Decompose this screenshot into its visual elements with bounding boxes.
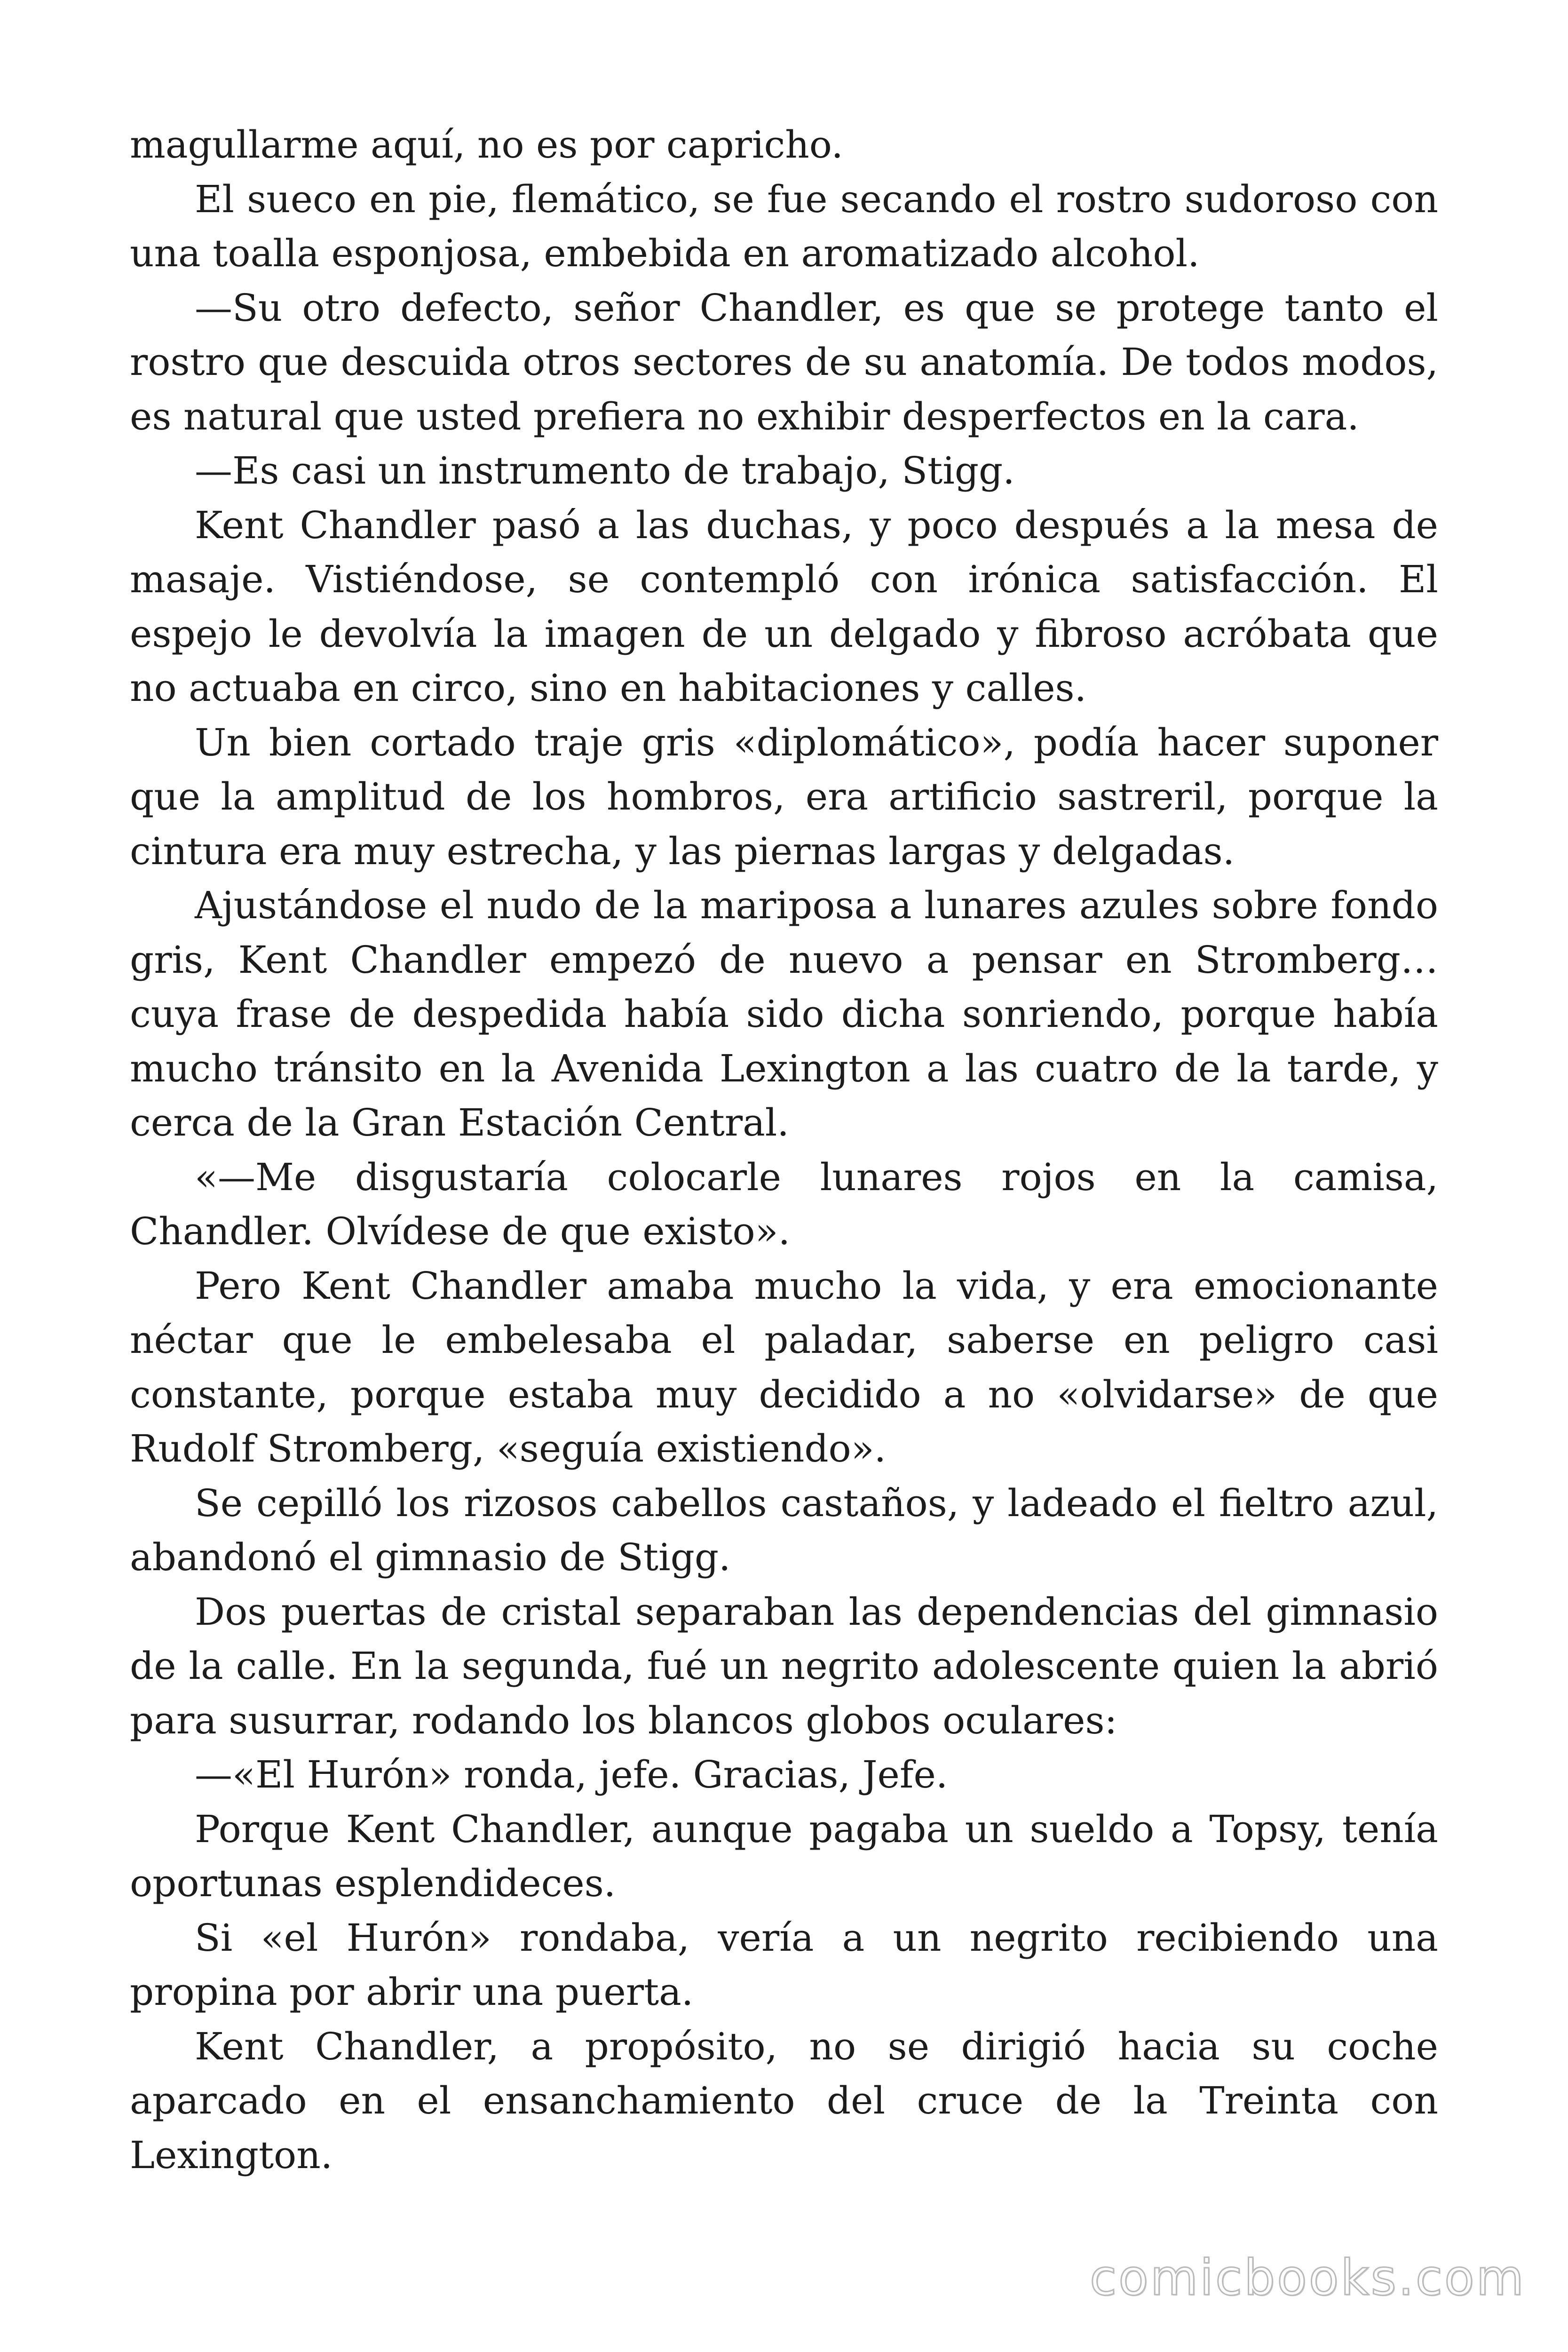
paragraph: magullarme aquí, no es por capricho. — [130, 123, 843, 167]
paragraph: Si «el Hurón» rondaba, vería a un negrito recibiendo una propina por abrir una puerta. — [130, 1915, 1438, 2014]
paragraph: «—Me disgustaría colocarle lunares rojos en la camisa, Chandler. Olvídese de que existo». — [130, 1155, 1438, 1253]
paragraph: Kent Chandler, a propósito, no se dirigió hacia su coche aparcado en el ensanchamiento del cruce de la Treinta con Lexington. — [130, 2024, 1438, 2177]
page-text — [130, 118, 1438, 2182]
paragraph: —«El Hurón» ronda, jefe. Gracias, Jefe. — [195, 1753, 948, 1796]
paragraph: Porque Kent Chandler, aunque pagaba un sueldo a Topsy, tenía oportunas esplendideces. — [130, 1807, 1438, 1905]
paragraph: Kent Chandler pasó a las duchas, y poco después a la mesa de masaje. Vistiéndose, se contempló con irónica satisfacción. El espejo le devolvía la imagen de un delgado y fibroso acróbata que no actuaba en circo, sino en habitaciones y calles. — [130, 503, 1438, 710]
paragraph: —Su otro defecto, señor Chandler, es que se protege tanto el rostro que descuida otros sectores de su anatomía. De todos modos, es natural que usted prefiera no exhibir desperfectos en la cara. — [130, 286, 1438, 438]
paragraph: Un bien cortado traje gris «diplomático», podía hacer suponer que la amplitud de los hombros, era artificio sastreril, porque la cintura era muy estrecha, y las piernas largas y delgadas. — [130, 720, 1438, 873]
paragraph: Pero Kent Chandler amaba mucho la vida, y era emocionante néctar que le embelesaba el paladar, saberse en peligro casi constante, porque estaba muy decidido a no «olvidarse» de que Rudolf Stromberg, «seguía existiendo». — [130, 1263, 1438, 1470]
watermark: comicbooks.com — [1089, 2249, 1526, 2306]
paragraph: Ajustándose el nudo de la mariposa a lunares azules sobre fondo gris, Kent Chandler empezó de nuevo a pensar en Stromberg… cuya frase de despedida había sido dicha sonriendo, porque había mucho tránsito en la Avenida Lexington a las cuatro de la tarde, y cerca de la Gran Estación Central. — [130, 883, 1438, 1144]
paragraph: Dos puertas de cristal separaban las dependencias del gimnasio de la calle. En la segunda, fué un negrito adolescente quien la abrió para susurrar, rodando los blancos globos oculares: — [130, 1589, 1438, 1742]
paragraph: Se cepilló los rizosos cabellos castaños, y ladeado el fieltro azul, abandonó el gimnasio de Stigg. — [130, 1481, 1438, 1579]
paragraph: El sueco en pie, flemático, se fue secando el rostro sudoroso con una toalla esponjosa, embebida en aromatizado alcohol. — [130, 177, 1438, 275]
paragraph: —Es casi un instrumento de trabajo, Stigg. — [195, 449, 1015, 493]
